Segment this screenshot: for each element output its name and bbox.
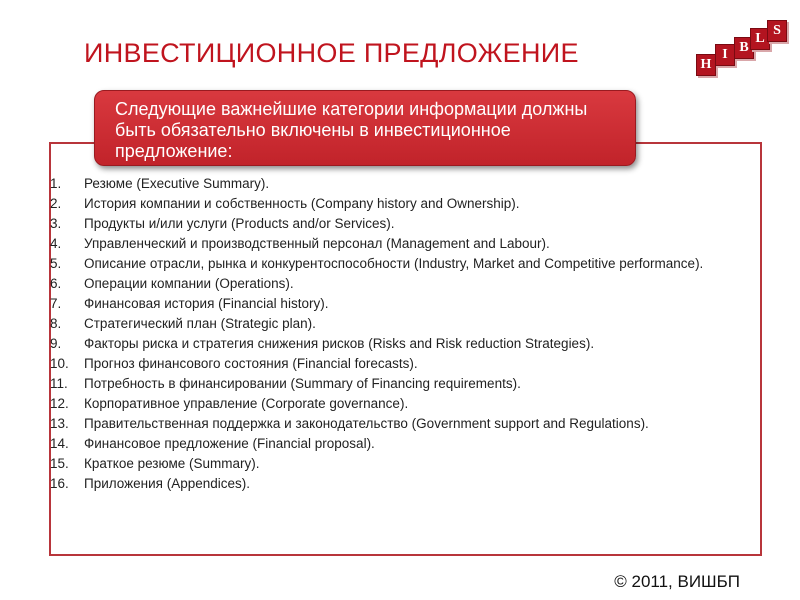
item-text: Факторы риска и стратегия снижения рисков (Risks and Risk reduction Strategies). <box>84 336 595 351</box>
category-list <box>50 174 720 494</box>
item-text: Резюме (Executive Summary). <box>84 176 270 191</box>
item-text: Прогноз финансового состояния (Financial forecasts). <box>84 356 418 371</box>
list-item <box>50 354 720 374</box>
logo-letter-s: S <box>767 20 787 42</box>
list-item <box>50 454 720 474</box>
list-item <box>50 174 720 194</box>
item-number: 16. <box>50 476 69 491</box>
item-number: 5. <box>50 256 62 271</box>
item-number: 13. <box>50 416 69 431</box>
list-item <box>50 394 720 414</box>
item-text: Операции компании (Operations). <box>84 276 294 291</box>
list-item <box>50 314 720 334</box>
list-item <box>50 194 720 214</box>
item-text: Описание отрасли, рынка и конкурентоспособности (Industry, Market and Competitive performance). <box>84 256 704 271</box>
item-text: Управленческий и производственный персонал (Management and Labour). <box>84 236 550 251</box>
item-number: 6. <box>50 276 62 291</box>
item-text: Потребность в финансировании (Summary of Financing requirements). <box>84 376 521 391</box>
item-text: Приложения (Appendices). <box>84 476 251 491</box>
item-text: История компании и собственность (Company history and Ownership). <box>84 196 520 211</box>
item-text: Краткое резюме (Summary). <box>84 456 260 471</box>
item-number: 3. <box>50 216 62 231</box>
item-number: 12. <box>50 396 69 411</box>
item-text: Финансовая история (Financial history). <box>84 296 329 311</box>
list-item <box>50 414 720 434</box>
item-text: Финансовое предложение (Financial proposal). <box>84 436 375 451</box>
item-number: 4. <box>50 236 62 251</box>
item-text: Корпоративное управление (Corporate governance). <box>84 396 409 411</box>
list-item <box>50 474 720 494</box>
item-text: Правительственная поддержка и законодательство (Government support and Regulations). <box>84 416 649 431</box>
list-item <box>50 374 720 394</box>
list-item <box>50 334 720 354</box>
list-item <box>50 214 720 234</box>
item-number: 1. <box>50 176 62 191</box>
item-number: 15. <box>50 456 69 471</box>
logo-letter-i: I <box>715 44 735 66</box>
item-number: 2. <box>50 196 62 211</box>
item-text: Продукты и/или услуги (Products and/or Services). <box>84 216 395 231</box>
logo-letter-h: H <box>696 54 716 76</box>
logo-letter-l: L <box>750 28 770 50</box>
item-number: 11. <box>50 376 68 391</box>
item-number: 9. <box>50 336 62 351</box>
hibls-logo <box>694 18 794 84</box>
copyright-footer: © 2011, ВИШБП <box>614 572 740 591</box>
list-item <box>50 274 720 294</box>
item-number: 10. <box>50 356 69 371</box>
item-text: Стратегический план (Strategic plan). <box>84 316 316 331</box>
list-item <box>50 294 720 314</box>
item-number: 8. <box>50 316 62 331</box>
list-item <box>50 254 720 274</box>
item-number: 14. <box>50 436 69 451</box>
logo-letter-b: B <box>734 37 754 59</box>
list-item <box>50 234 720 254</box>
item-number: 7. <box>50 296 62 311</box>
header-banner: Следующие важнейшие категории информации должны быть обязательно включены в инвестиционное предложение: <box>94 90 636 166</box>
page-title: ИНВЕСТИЦИОННОЕ ПРЕДЛОЖЕНИЕ <box>84 38 579 68</box>
list-item <box>50 434 720 454</box>
